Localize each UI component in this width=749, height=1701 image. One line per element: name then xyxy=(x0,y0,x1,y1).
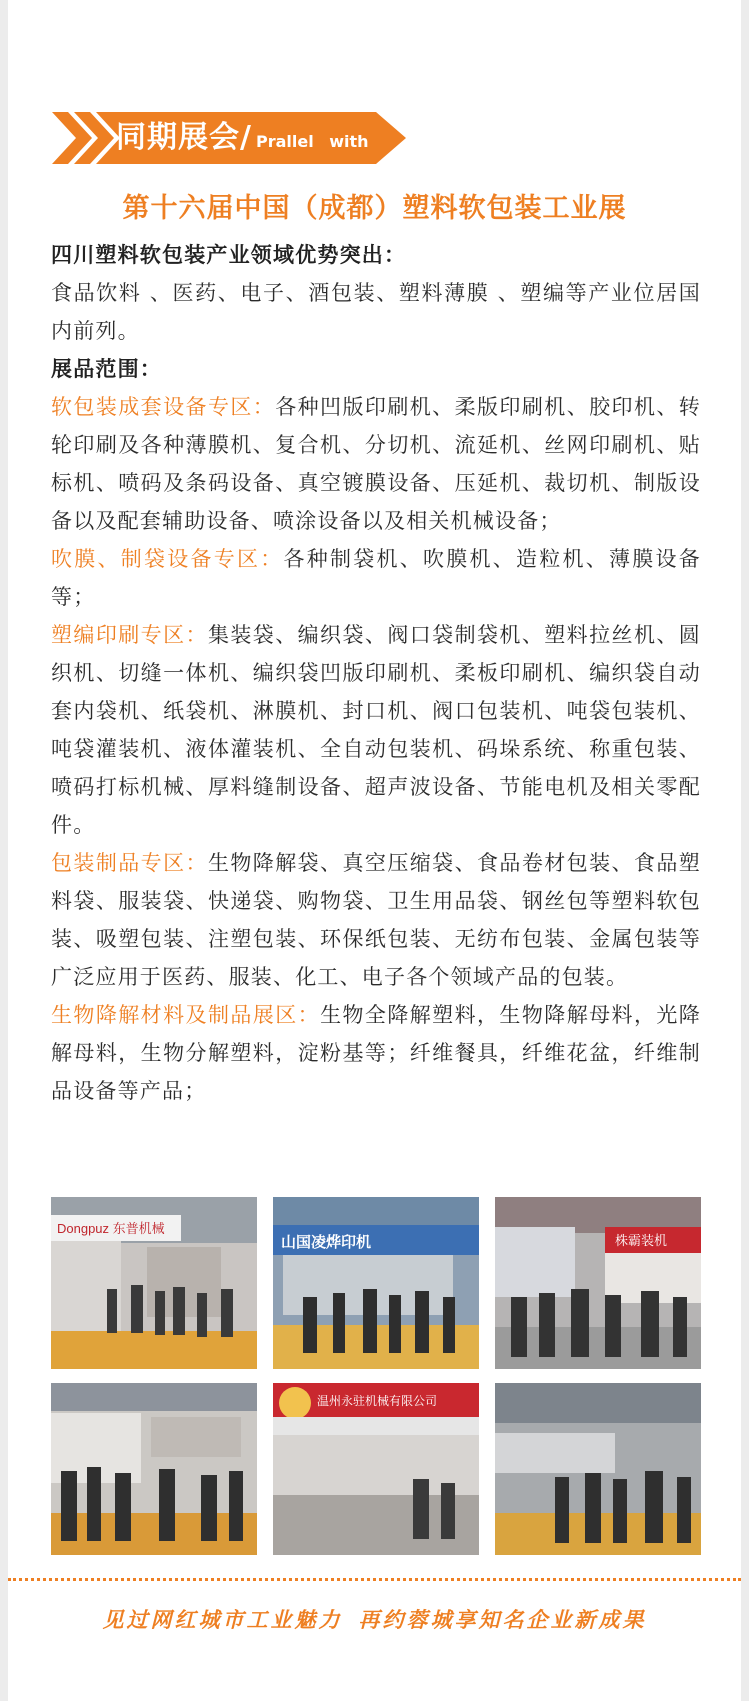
zone-text: 生物全降解塑料，生物降解母料，光降解母料，生物分解塑料，淀粉基等；纤维餐具，纤维花盆，纤维制品设备等产品； xyxy=(51,1003,701,1103)
zone-label: 生物降解材料及制品展区： xyxy=(51,1003,321,1027)
booth-sign: Dongpuz 东普机械 xyxy=(57,1221,165,1236)
exhibition-photo xyxy=(51,1383,257,1555)
zone-paragraph xyxy=(51,844,701,996)
section-banner xyxy=(50,110,408,166)
exhibition-title: 第十六届中国（成都）塑料软包装工业展 xyxy=(122,193,627,224)
page xyxy=(8,0,741,1701)
section-title: 同期展会/ xyxy=(116,120,252,155)
zone-paragraph xyxy=(51,540,701,616)
intro-text: 食品饮料 、医药、电子、酒包装、塑料薄膜 、塑编等产业位居国内前列。 xyxy=(51,281,701,343)
dotted-divider xyxy=(8,1578,741,1581)
slogan-left: 见过网红城市工业魅力 xyxy=(102,1607,343,1632)
zone-label: 塑编印刷专区： xyxy=(51,623,208,647)
scope-heading: 展品范围： xyxy=(51,357,162,381)
zone-text: 集装袋、编织袋、阀口袋制袋机、塑料拉丝机、圆织机、切缝一体机、编织袋凹版印刷机、柔板印刷机、编织袋自动套内袋机、纸袋机、淋膜机、封口机、阀口包装机、吨袋包装机、吨袋灌装机、液体灌装机、全自动包装机、码垛系统、称重包装、喷码打标机械、厚料缝制设备、超声波设备、节能电机及相关零配件。 xyxy=(51,623,701,837)
zone-label: 软包装成套设备专区： xyxy=(51,395,276,419)
exhibition-photo xyxy=(273,1197,479,1369)
zone-label: 吹膜、制袋设备专区： xyxy=(51,547,284,571)
booth-sign: 温州永驻机械有限公司 xyxy=(317,1394,438,1408)
exhibition-photo xyxy=(495,1197,701,1369)
exhibition-photo xyxy=(495,1383,701,1555)
zone-paragraph xyxy=(51,616,701,844)
description xyxy=(51,236,701,1110)
intro-heading: 四川塑料软包装产业领域优势突出： xyxy=(51,243,407,267)
booth-sign: 株霸装机 xyxy=(615,1233,668,1248)
booth-sign: 山国凌烨印机 xyxy=(281,1234,372,1251)
zone-paragraph xyxy=(51,388,701,540)
section-title-en: Prallel with xyxy=(255,132,369,151)
exhibition-photo-grid xyxy=(51,1197,701,1555)
footer-slogan xyxy=(8,1604,741,1634)
zone-text: 各种制袋机、吹膜机、造粒机、薄膜设备等； xyxy=(51,547,701,609)
exhibition-photo xyxy=(51,1197,257,1369)
exhibition-photo xyxy=(273,1383,479,1555)
zone-label: 包装制品专区： xyxy=(51,851,208,875)
zone-paragraph xyxy=(51,996,701,1110)
zone-text: 各种凹版印刷机、柔版印刷机、胶印机、转轮印刷及各种薄膜机、复合机、分切机、流延机、丝网印刷机、贴标机、喷码及条码设备、真空镀膜设备、压延机、裁切机、制版设备以及配套辅助设备、喷涂设备以及相关机械设备； xyxy=(51,395,701,533)
zone-text: 生物降解袋、真空压缩袋、食品卷材包装、食品塑料袋、服装袋、快递袋、购物袋、卫生用品袋、钢丝包等塑料软包装、吸塑包装、注塑包装、环保纸包装、无纺布包装、金属包装等广泛应用于医药、服装、化工、电子各个领域产品的包装。 xyxy=(51,851,701,989)
slogan-right: 再约蓉城享知名企业新成果 xyxy=(358,1607,647,1632)
